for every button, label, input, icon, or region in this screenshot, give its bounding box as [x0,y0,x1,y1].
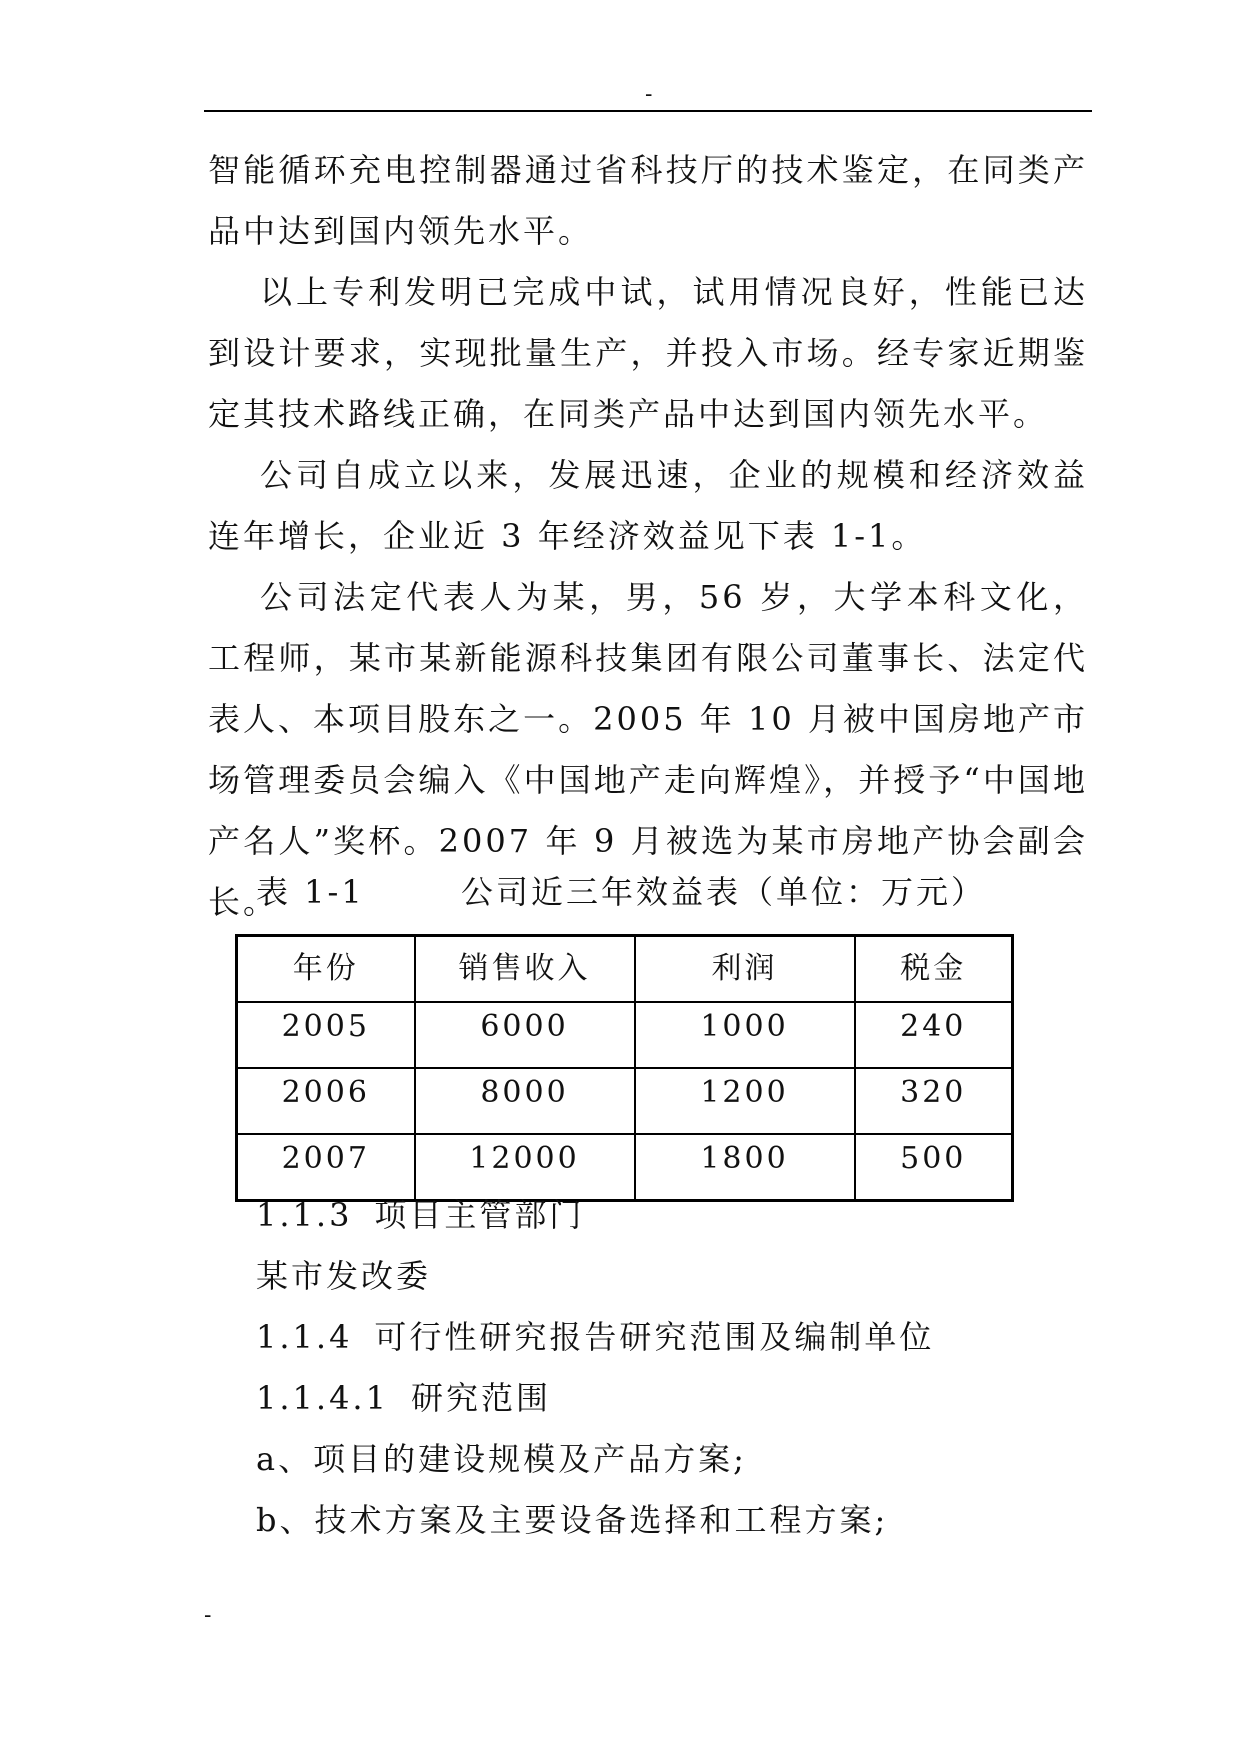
table-caption-number: 表 1-1 [256,873,365,911]
cell-tax: 500 [855,1134,1013,1201]
document-body [208,140,1088,933]
header-year: 年份 [237,936,415,1003]
cell-year: 2005 [237,1002,415,1068]
header-tax: 税金 [855,936,1013,1003]
cell-profit: 1200 [635,1068,855,1134]
section-heading [256,1185,1096,1246]
header-mark: - [645,82,653,107]
section-title: 某市发改委 [256,1257,432,1295]
section-title: b、技术方案及主要设备选择和工程方案; [256,1501,889,1539]
cell-tax: 240 [855,1002,1013,1068]
cell-year: 2006 [237,1068,415,1134]
paragraph-4: 公司法定代表人为某，男，56 岁，大学本科文化，工程师，某市某新能源科技集团有限公司董事长、法定代表人、本项目股东之一。2005 年 10 月被中国房地产市场管理委员会编入《中国地产走向辉煌》，并授予“中国地产名人”奖杯。2007 年 9 月被选为某市房地产协会副会长。 [208,578,1088,921]
section-title: a、项目的建设规模及产品方案; [256,1440,747,1478]
paragraph-1: 智能循环充电控制器通过省科技厅的技术鉴定，在同类产品中达到国内领先水平。 [208,151,1088,250]
header-sales: 销售收入 [415,936,635,1003]
section-title: 研究范围 [410,1379,551,1417]
cell-sales: 8000 [415,1068,635,1134]
section-text [256,1246,1096,1307]
section-title: 项目主管部门 [374,1196,585,1234]
cell-sales: 6000 [415,1002,635,1068]
section-title: 可行性研究报告研究范围及编制单位 [374,1318,935,1356]
cell-sales: 12000 [415,1134,635,1201]
cell-year: 2007 [237,1134,415,1201]
cell-profit: 1800 [635,1134,855,1201]
section-heading [256,1368,1096,1429]
section-number: 1.1.3 [256,1196,353,1234]
section-text [256,1490,1096,1551]
cell-tax: 320 [855,1068,1013,1134]
section-number: 1.1.4.1 [256,1379,389,1417]
section-list [256,1185,1096,1551]
paragraph-2: 以上专利发明已完成中试，试用情况良好，性能已达到设计要求，实现批量生产，并投入市场。经专家近期鉴定其技术路线正确，在同类产品中达到国内领先水平。 [208,273,1088,433]
paragraph-3: 公司自成立以来，发展迅速，企业的规模和经济效益连年增长，企业近 3 年经济效益见下表 1-1。 [208,456,1088,555]
benefit-table [235,934,1014,1202]
table-caption [256,872,986,912]
cell-profit: 1000 [635,1002,855,1068]
section-heading [256,1307,1096,1368]
section-number: 1.1.4 [256,1318,353,1356]
table-row [237,1002,1013,1068]
footer-mark: - [204,1603,212,1628]
table-caption-title: 公司近三年效益表（单位：万元） [461,873,987,911]
table-header-row [237,936,1013,1003]
header-profit: 利润 [635,936,855,1003]
section-text [256,1429,1096,1490]
header-rule [204,110,1092,112]
table-row [237,1068,1013,1134]
